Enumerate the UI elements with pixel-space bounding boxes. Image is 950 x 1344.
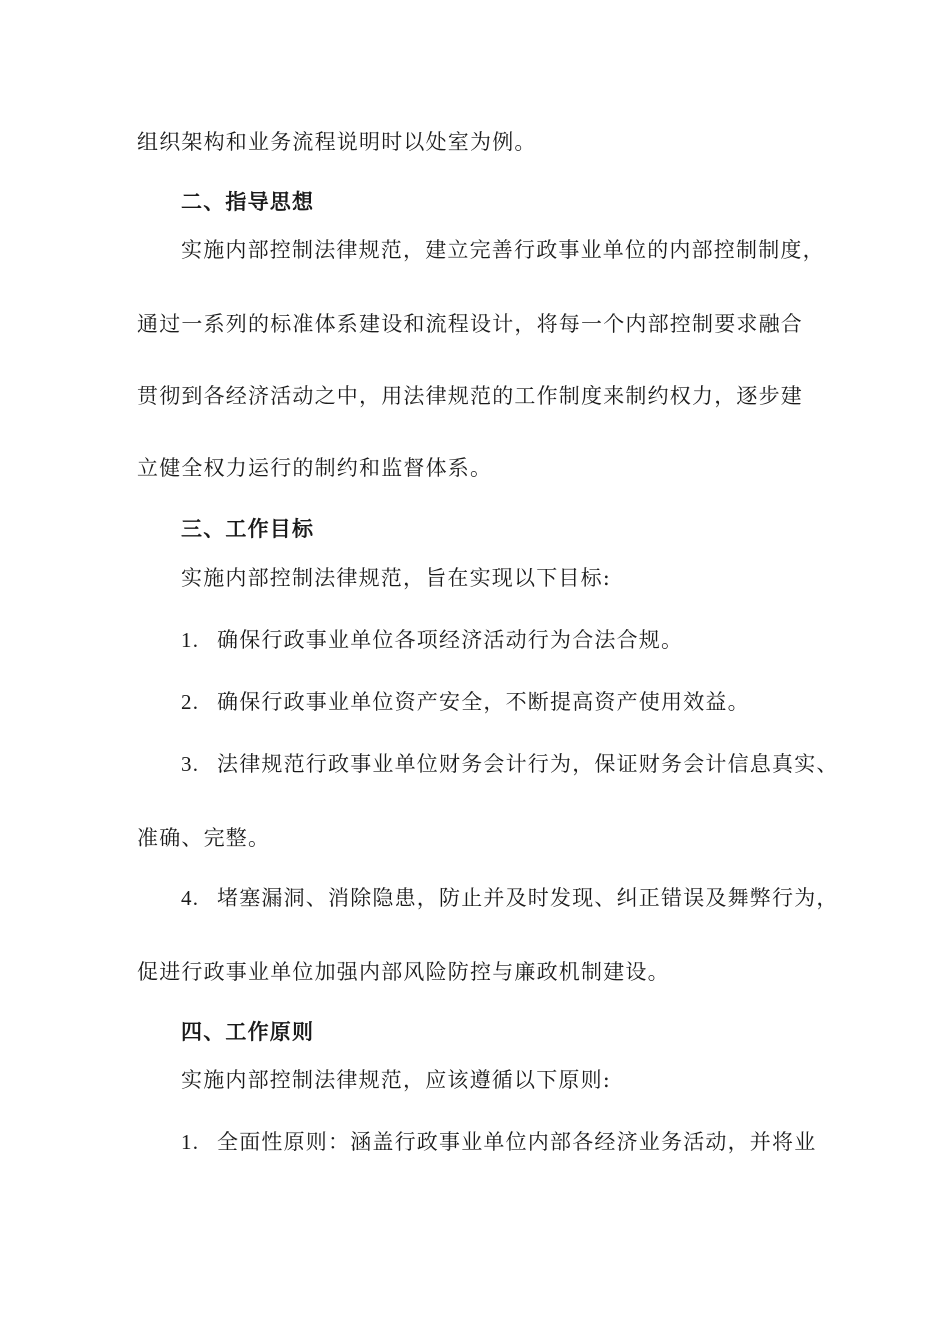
paragraph-line: 组织架构和业务流程说明时以处室为例。: [137, 130, 537, 154]
paragraph-line: 实施内部控制法律规范，建立完善行政事业单位的内部控制制度，: [181, 238, 825, 262]
paragraph-line: 实施内部控制法律规范，旨在实现以下目标:: [181, 566, 612, 590]
list-item: [181, 884, 839, 912]
list-item-text: 法律规范行政事业单位财务会计行为，保证财务会计信息真实、: [217, 752, 839, 776]
list-number: 1.: [181, 1130, 200, 1154]
paragraph-line: 贯彻到各经济活动之中，用法律规范的工作制度来制约权力，逐步建: [137, 384, 803, 408]
paragraph-line: 实施内部控制法律规范，应该遵循以下原则:: [181, 1068, 612, 1092]
list-item-text: 确保行政事业单位各项经济活动行为合法合规。: [217, 628, 684, 652]
list-number: 4.: [181, 886, 200, 910]
section-heading-work-goals: 三、工作目标: [181, 516, 315, 541]
list-item-text: 全面性原则：涵盖行政事业单位内部各经济业务活动，并将业: [217, 1130, 817, 1154]
list-item-text: 堵塞漏洞、消除隐患，防止并及时发现、纠正错误及舞弊行为，: [217, 886, 839, 910]
list-item: [181, 688, 750, 716]
list-number: 2.: [181, 690, 200, 714]
list-item-text: 确保行政事业单位资产安全，不断提高资产使用效益。: [217, 690, 750, 714]
list-item: [181, 1128, 816, 1156]
list-item: [181, 626, 683, 654]
paragraph-line: 促进行政事业单位加强内部风险防控与廉政机制建设。: [137, 960, 670, 984]
list-number: 3.: [181, 752, 200, 776]
paragraph-line: 立健全权力运行的制约和监督体系。: [137, 456, 493, 480]
paragraph-line: 通过一系列的标准体系建设和流程设计，将每一个内部控制要求融合: [137, 312, 803, 336]
list-item: [181, 750, 839, 778]
section-heading-work-principles: 四、工作原则: [181, 1019, 315, 1044]
section-heading-guiding-ideology: 二、指导思想: [181, 189, 315, 214]
paragraph-line: 准确、完整。: [137, 826, 271, 850]
list-number: 1.: [181, 628, 200, 652]
